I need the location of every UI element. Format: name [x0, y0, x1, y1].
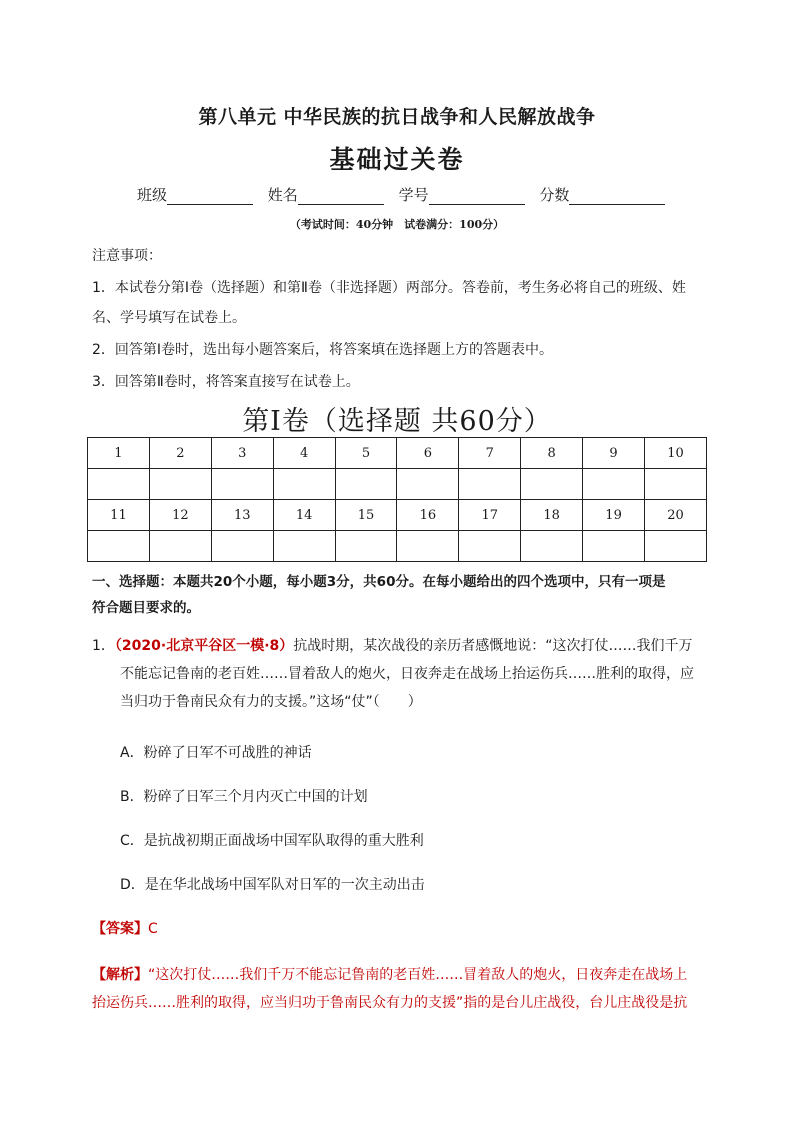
answer-table-number: 17: [459, 500, 521, 531]
student-info-fields: [137, 184, 675, 205]
answer-table-number: 14: [273, 500, 335, 531]
answer-table-number: 6: [397, 438, 459, 469]
answer-cell[interactable]: [211, 469, 273, 500]
answer-table-number: 16: [397, 500, 459, 531]
question-1: [92, 632, 704, 716]
answer-table-number: 2: [149, 438, 211, 469]
answer-cell[interactable]: [645, 469, 707, 500]
answer-table-number: 7: [459, 438, 521, 469]
option-a[interactable]: A．粉碎了日军不可战胜的神话: [120, 745, 312, 761]
option-b[interactable]: B．粉碎了日军三个月内灭亡中国的计划: [120, 789, 368, 805]
answer-cell[interactable]: [521, 531, 583, 562]
answer-table-number: 9: [583, 438, 645, 469]
answer-table-number: 19: [583, 500, 645, 531]
analysis-text: “这次打仗……我们千万不能忘记鲁南的老百姓……冒着敌人的炮火，日夜奔走在战场上: [148, 967, 688, 983]
question-number: 1．: [92, 638, 115, 654]
answer-table-number-row: [88, 438, 707, 469]
question-stem-line: 当归功于鲁南民众有力的支援。”这场“仗”（ ）: [120, 694, 422, 710]
score-label: 分数: [539, 186, 570, 204]
section-title: 第Ⅰ卷（选择题 共60分）: [242, 406, 552, 437]
student-id-label: 学号: [398, 186, 429, 204]
notice-item: 2．回答第Ⅰ卷时，选出每小题答案后，将答案填在选择题上方的答题表中。: [92, 342, 554, 358]
section-intro-line: 符合题目要求的。: [92, 600, 200, 616]
answer-table-number: 11: [88, 500, 150, 531]
answer-cell[interactable]: [645, 531, 707, 562]
answer-table-number: 13: [211, 500, 273, 531]
answer-table-number: 8: [521, 438, 583, 469]
option-d[interactable]: D．是在华北战场中国军队对日军的一次主动出击: [120, 877, 425, 893]
answer-cell[interactable]: [583, 469, 645, 500]
answer-cell[interactable]: [335, 469, 397, 500]
unit-title: 第八单元 中华民族的抗日战争和人民解放战争: [198, 106, 596, 128]
answer-cell[interactable]: [521, 469, 583, 500]
answer-cell[interactable]: [459, 469, 521, 500]
analysis-line: [92, 961, 704, 989]
name-field[interactable]: [298, 187, 384, 205]
answer-table-blank-row: [88, 531, 707, 562]
answer-table-number: 20: [645, 500, 707, 531]
exam-info: （考试时间：40分钟 试卷满分：100分）: [289, 218, 505, 231]
section-intro-line: 一、选择题：本题共20个小题，每小题3分，共60分。在每小题给出的四个选项中，只有一项是: [92, 574, 666, 590]
question-source: （2020·北京平谷区一模·8）: [114, 638, 294, 654]
answer-value: C: [148, 921, 158, 937]
notice-item: 名、学号填写在试卷上。: [92, 310, 246, 326]
answer-table-number: 10: [645, 438, 707, 469]
answer-cell[interactable]: [397, 531, 459, 562]
analysis: [92, 961, 704, 1017]
answer-cell[interactable]: [149, 469, 211, 500]
answer-table-number: 4: [273, 438, 335, 469]
answer-cell[interactable]: [335, 531, 397, 562]
analysis-line: 抬运伤兵……胜利的取得，应当归功于鲁南民众有力的支援”指的是台儿庄战役，台儿庄战役是抗: [92, 995, 688, 1011]
answer-table-number-row: [88, 500, 707, 531]
answer-line: [92, 918, 158, 938]
answer-table-number: 12: [149, 500, 211, 531]
answer-table-blank-row: [88, 469, 707, 500]
answer-cell[interactable]: [397, 469, 459, 500]
name-label: 姓名: [267, 186, 298, 204]
answer-cell[interactable]: [88, 531, 150, 562]
student-id-field[interactable]: [429, 187, 525, 205]
class-field[interactable]: [167, 187, 253, 205]
answer-table: [87, 437, 707, 562]
answer-cell[interactable]: [88, 469, 150, 500]
score-field[interactable]: [569, 187, 665, 205]
answer-label: 【答案】: [92, 921, 148, 937]
answer-cell[interactable]: [273, 531, 335, 562]
answer-table-number: 3: [211, 438, 273, 469]
answer-table-number: 5: [335, 438, 397, 469]
answer-cell[interactable]: [273, 469, 335, 500]
answer-table-number: 18: [521, 500, 583, 531]
notice-item: 1．本试卷分第Ⅰ卷（选择题）和第Ⅱ卷（非选择题）两部分。答卷前，考生务必将自己的班级、姓: [92, 280, 686, 296]
answer-cell[interactable]: [149, 531, 211, 562]
question-stem-line: 不能忘记鲁南的老百姓……冒着敌人的炮火，日夜奔走在战场上抬运伤兵……胜利的取得，应: [120, 666, 694, 682]
class-label: 班级: [137, 186, 168, 204]
question-stem: 抗战时期，某次战役的亲历者感慨地说：“这次打仗……我们千万: [293, 638, 693, 654]
question-stem-line: [92, 632, 704, 660]
notice-heading: 注意事项：: [92, 248, 162, 264]
answer-cell[interactable]: [583, 531, 645, 562]
page-title: 基础过关卷: [329, 145, 465, 174]
option-c[interactable]: C．是抗战初期正面战场中国军队取得的重大胜利: [120, 833, 424, 849]
analysis-label: 【解析】: [92, 967, 148, 983]
section-intro: [92, 569, 704, 621]
notice-item: 3．回答第Ⅱ卷时，将答案直接写在试卷上。: [92, 374, 360, 390]
answer-table-number: 15: [335, 500, 397, 531]
answer-table-number: 1: [88, 438, 150, 469]
answer-cell[interactable]: [459, 531, 521, 562]
answer-cell[interactable]: [211, 531, 273, 562]
